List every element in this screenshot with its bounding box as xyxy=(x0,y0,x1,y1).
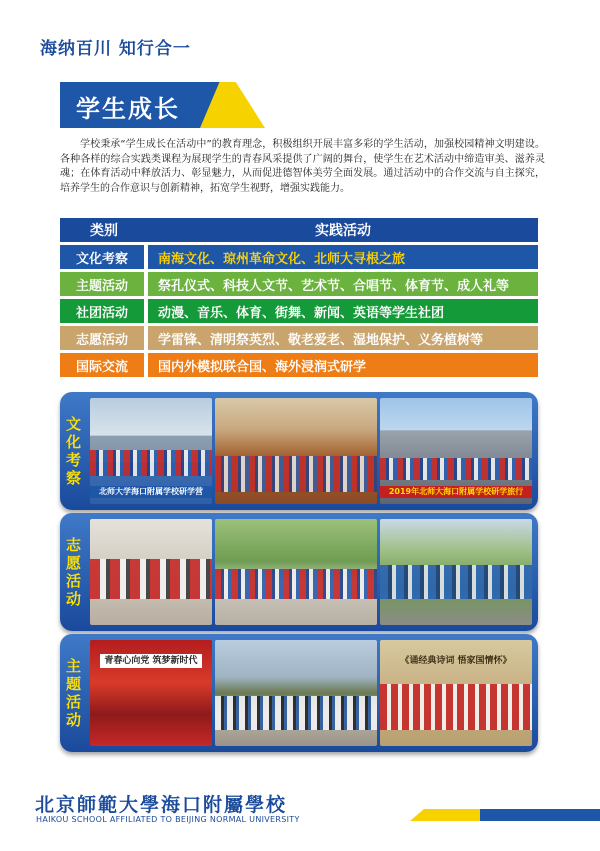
photo-banner: 2019年北师大海口附属学校研学旅行 xyxy=(380,486,532,498)
photo-panel-culture xyxy=(60,392,538,510)
photo-sign: 《诵经典诗词 悟家国情怀》 xyxy=(400,656,512,666)
row-activities xyxy=(148,326,538,350)
row-activities-text: 动漫、音乐、体育、街舞、新闻、英语等学生社团 xyxy=(158,305,445,321)
photo-wetland xyxy=(380,519,532,625)
row-activities-text: 国内外模拟联合国、海外浸润式研学 xyxy=(158,359,367,375)
footer-yellow-stripe xyxy=(410,809,480,821)
row-activities xyxy=(148,353,538,377)
panel-label: 主题活动 xyxy=(66,657,82,729)
slogan: 海纳百川 知行合一 xyxy=(40,39,191,59)
header-category: 类别 xyxy=(90,223,118,239)
row-activities-text: 祭孔仪式、科技人文节、艺术节、合唱节、体育节、成人礼等 xyxy=(158,278,510,294)
row-activities-text: 南海文化、琼州革命文化、北师大寻根之旅 xyxy=(158,251,406,267)
row-category: 志愿活动 xyxy=(60,326,144,350)
row-activities xyxy=(148,299,538,323)
section-title-bar xyxy=(60,82,265,128)
row-category: 社团活动 xyxy=(60,299,144,323)
school-name-en: HAIKOU SCHOOL AFFILIATED TO BEIJING NORMAL UNIVERSITY xyxy=(36,815,300,824)
photo-crowd xyxy=(90,450,212,476)
row-category: 主题活动 xyxy=(60,272,144,296)
photo-auditorium xyxy=(90,640,212,746)
table-row xyxy=(60,299,538,323)
table-row xyxy=(60,245,538,269)
table-header xyxy=(60,218,538,242)
photo-crowd xyxy=(215,569,377,599)
section-title: 学生成长 xyxy=(76,94,180,123)
photo-recitation xyxy=(380,640,532,746)
activities-table xyxy=(60,218,538,377)
photo-group-students xyxy=(90,398,212,504)
photo-crowd xyxy=(215,456,377,492)
photo-crowd xyxy=(380,684,532,730)
footer-blue-stripe xyxy=(480,809,600,821)
header-activities: 实践活动 xyxy=(315,223,371,239)
row-activities xyxy=(148,272,538,296)
table-row xyxy=(60,326,538,350)
photo-panel-theme xyxy=(60,634,538,752)
row-activities-text: 学雷锋、清明祭英烈、敬老爱老、湿地保护、义务植树等 xyxy=(158,332,484,348)
photo-museum xyxy=(215,398,377,504)
footer-stripe xyxy=(410,809,600,821)
panel-label: 志愿活动 xyxy=(66,536,82,608)
panel-label: 文化考察 xyxy=(66,415,82,487)
row-category: 文化考察 xyxy=(60,245,144,269)
table-row xyxy=(60,272,538,296)
row-category: 国际交流 xyxy=(60,353,144,377)
photo-crowd xyxy=(380,458,532,480)
photo-crowd xyxy=(90,559,212,599)
photo-banner: 北师大学海口附属学校研学营 xyxy=(90,486,212,498)
photo-campus-trip xyxy=(380,398,532,504)
photo-crowd xyxy=(215,696,377,730)
school-name-cn: 北京師範大學海口附屬學校 xyxy=(35,794,288,816)
intro-paragraph: 学校秉承“学生成长在活动中”的教育理念，积极组织开展丰富多彩的学生活动，加强校园精神文明建设。各种各样的综合实践类课程为展现学生的青春风采提供了广阔的舞台，使学生在艺术活动中缔造审美、滋养灵魂；在体育活动中释放活力、彰显魅力，从而促进德智体美劳全面发展。通过活动中的合作交流与自主探究，培养学生的合作意识与创新精神，拓宽学生视野，增强实践能力。 xyxy=(60,139,545,194)
photo-panel-volunteer xyxy=(60,513,538,631)
table-row xyxy=(60,353,538,377)
photo-sign: 青春心向党 筑梦新时代 xyxy=(100,654,202,668)
row-activities xyxy=(148,245,538,269)
photo-ceremony xyxy=(215,640,377,746)
photo-memorial xyxy=(215,519,377,625)
photo-elderly-care xyxy=(90,519,212,625)
photo-crowd xyxy=(380,565,532,599)
